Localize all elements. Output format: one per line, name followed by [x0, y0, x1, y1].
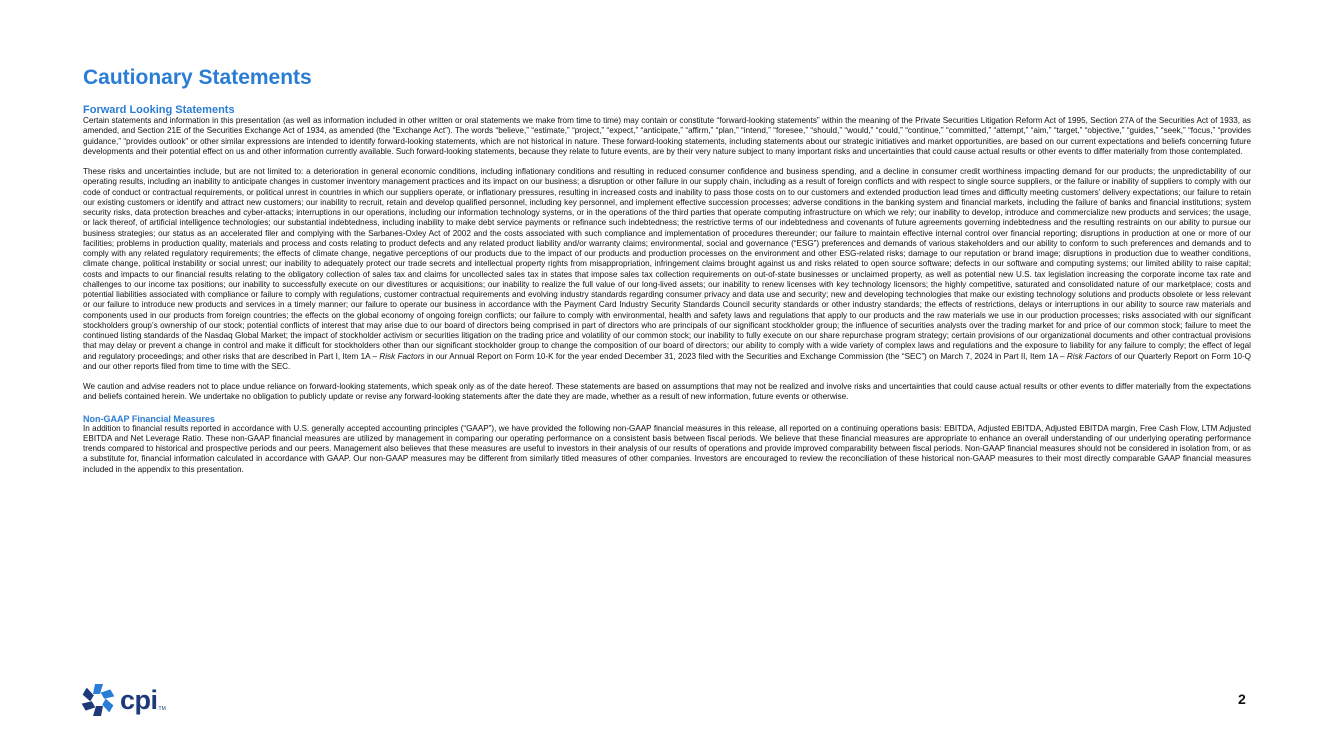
- non-gaap-heading: Non-GAAP Financial Measures: [83, 413, 215, 424]
- risk-factors-italic-1: Risk Factors: [379, 351, 425, 361]
- non-gaap-paragraph: In addition to financial results reported in accordance with U.S. generally accepted accounting principles (“GAAP”), we have provided the following non-GAAP financial measures in this release, all reported on a continuing operations basis: EBITDA, Adjusted EBITDA, Adjusted EBITDA margin, Free Cash Flow, LTM Adjusted EBITDA and Net Leverage Ratio. These non-GAAP financial measures are utilized by management in comparing our operating performance on a consistent basis between fiscal periods. We believe that these financial measures are appropriate to enhance an overall understanding of our underlying operating performance trends compared to historical and prospective periods and our peers. Management also believes that these measures are useful to investors in their analysis of our results of operations and provide improved comparability between fiscal periods. Non-GAAP financial measures should not be considered in isolation from, or as a substitute for, financial information calculated in accordance with GAAP. Our non-GAAP measures may be different from similarly titled measures of other companies. Investors are encouraged to review the reconciliation of these historical non-GAAP measures to their most directly comparable GAAP financial measures included in the appendix to this presentation.: [83, 423, 1251, 474]
- caution-paragraph: We caution and advise readers not to place undue reliance on forward-looking statements, which speak only as of the date hereof. These statements are based on assumptions that may not be realized and involve risks and uncertainties that could cause actual results or other events to differ materially from the expectations and beliefs contained herein. We undertake no obligation to publicly update or revise any forward-looking statements after the date they are made, whether as a result of new information, future events or otherwise.: [83, 382, 1251, 402]
- content-body: [83, 104, 1251, 475]
- cpi-logo: [80, 680, 180, 720]
- logo-trademark: TM: [158, 706, 166, 712]
- cpi-pinwheel-icon: [80, 682, 116, 718]
- page-number: 2: [1238, 691, 1246, 707]
- forward-looking-heading: Forward Looking Statements: [83, 104, 235, 116]
- risk-factors-italic-2: Risk Factors: [1066, 351, 1113, 361]
- risks-text-end: of our Quarterly Report on Form 10-Q and our other reports filed from time to time with the SEC.: [83, 351, 1252, 371]
- risks-text-main: These risks and uncertainties include, but are not limited to: a deterioration in general economic conditions, including inflationary conditions and resulting in reduced consumer confidence and business spending, and a decline in consumer credit worthiness impacting demand for our products; the unpredictability of our operating results, including an inability to anticipate changes in customer inventory management practices and its impact on our business; a disruption or other failure in our supply chain, including as a result of foreign conflicts and with respect to single source suppliers, or the failure or inability of suppliers to comply with our code of conduct or contractual requirements, or political unrest in countries in which our suppliers operate, or inflationary pressures, resulting in increased costs and inability to pass those costs on to our customers and extended production lead times and difficulty meeting customers’ delivery expectations; our failure to retain our existing customers or identify and attract new customers; our inability to recruit, retain and develop qualified personnel, including key personnel, and implement effective succession processes; adverse conditions in the banking system and financial markets, including the failure of banks and financial institutions; system security risks, data protection breaches and cyber-attacks; interruptions in our operations, including our information technology systems, or in the operations of the third parties that operate computing infrastructure on which we rely; our inability to develop, introduce and commercialize new products and services; the usage, or lack thereof, of artificial intelligence technologies; our substantial indebtedness, including inability to make debt service payments or refinance such indebtedness; the restrictive terms of our indebtedness and covenants of future agreements governing indebtedness and the resulting restraints on our ability to pursue our business strategies; our status as an accelerated filer and complying with the Sarbanes-Oxley Act of 2002 and the costs associated with such compliance and implementation of procedures thereunder; our failure to maintain effective internal control over financial reporting; disruptions in production at one or more of our facilities; problems in production quality, materials and process and costs relating to product defects and any related product liability and/or warranty claims; environmental, social and governance (“ESG”) preferences and demands of various stakeholders and our ability to conform to such preferences and demands and to comply with any related regulatory requirements; the effects of climate change, negative perceptions of our products due to the impact of our products and production processes on the environment and other ESG-related risks; damage to our reputation or brand image; disruptions in production due to weather conditions, climate change, political instability or social unrest; our inability to adequately protect our trade secrets and intellectual property rights from misappropriation, infringement claims brought against us and risks related to open source software; defects in our software and computing systems; our limited ability to raise capital; costs and impacts to our financial results relating to the obligatory collection of sales tax and claims for uncollected sales tax in states that impose sales tax collection requirements on out-of-state businesses or unclaimed property, as well as potential new U.S. tax legislation increasing the corporate income tax rate and challenges to our income tax positions; our inability to successfully execute on our divestitures or acquisitions; our inability to realize the full value of our long-lived assets; our inability to renew licenses with key technology licensors; the highly competitive, saturated and consolidated nature of our marketplace; costs and potential liabilities associated with compliance or failure to comply with regulations, customer contractual requirements and evolving industry standards regarding consumer privacy and data use and security; new and developing technologies that make our existing technology solutions and products obsolete or less relevant or our failure to introduce new products and services in a timely manner; our failure to operate our business in accordance with the Payment Card Industry Security Standards Council security standards or other industry standards; the effects of restrictions, delays or interruptions in our ability to source raw materials and components used in our products from foreign countries; the effects on the global economy of ongoing foreign conflicts; our failure to comply with environmental, health and safety laws and regulations that apply to our products and the raw materials we use in our production processes; risks associated with our significant stockholders group’s ownership of our stock; potential conflicts of interest that may arise due to our board of directors being comprised in part of directors who are principals of our significant stockholder group; the influence of securities analysts over the trading market for and price of our common stock; failure to meet the continued listing standards of the Nasdaq Global Market; the impact of stockholder activism or securities litigation on the trading price and volatility of our common stock; our inability to fully execute on our share repurchase program strategy; certain provisions of our organizational documents and other contractual provisions that may delay or prevent a change in control and make it difficult for stockholders other than our significant stockholder group to change the composition of our board of directors; our ability to comply with a wide variety of complex laws and regulations and the exposure to liability for any failure to comply; the effect of legal and regulatory proceedings; and other risks that are described in Part I, Item 1A –: [83, 167, 1251, 361]
- page-title: Cautionary Statements: [83, 66, 312, 89]
- risks-text-mid: in our Annual Report on Form 10-K for the year ended December 31, 2023 filed with the Securities and Exchange Commission (the “SEC”) on March 7, 2024 in Part II, Item 1A –: [424, 351, 1067, 361]
- logo-wordmark: cpi: [120, 684, 158, 715]
- risks-paragraph: [83, 167, 1251, 372]
- forward-looking-paragraph-1: Certain statements and information in this presentation (as well as information included in other written or oral statements we make from time to time) may contain or constitute “forward-looking statements” within the meaning of the Private Securities Litigation Reform Act of 1995, Section 27A of the Securities Act of 1933, as amended, and Section 21E of the Securities Exchange Act of 1934, as amended (the “Exchange Act”). The words “believe,” “estimate,” “project,” “expect,” “anticipate,” “affirm,” “plan,” “intend,” “foresee,” “should,” “would,” “could,” “continue,” “committed,” “attempt,” “aim,” “target,” “objective,” “guides,” “seek,” “focus,” “provides guidance,” “provides outlook” or other similar expressions are intended to identify forward-looking statements, which are not historical in nature. These forward-looking statements, including statements about our strategic initiatives and market opportunities, are based on our current expectations and beliefs concerning future developments and their potential effect on us and other information currently available. Such forward-looking statements, because they relate to future events, are by their very nature subject to many important risks and uncertainties that could cause actual results or other events to differ materially from those contemplated.: [83, 116, 1251, 156]
